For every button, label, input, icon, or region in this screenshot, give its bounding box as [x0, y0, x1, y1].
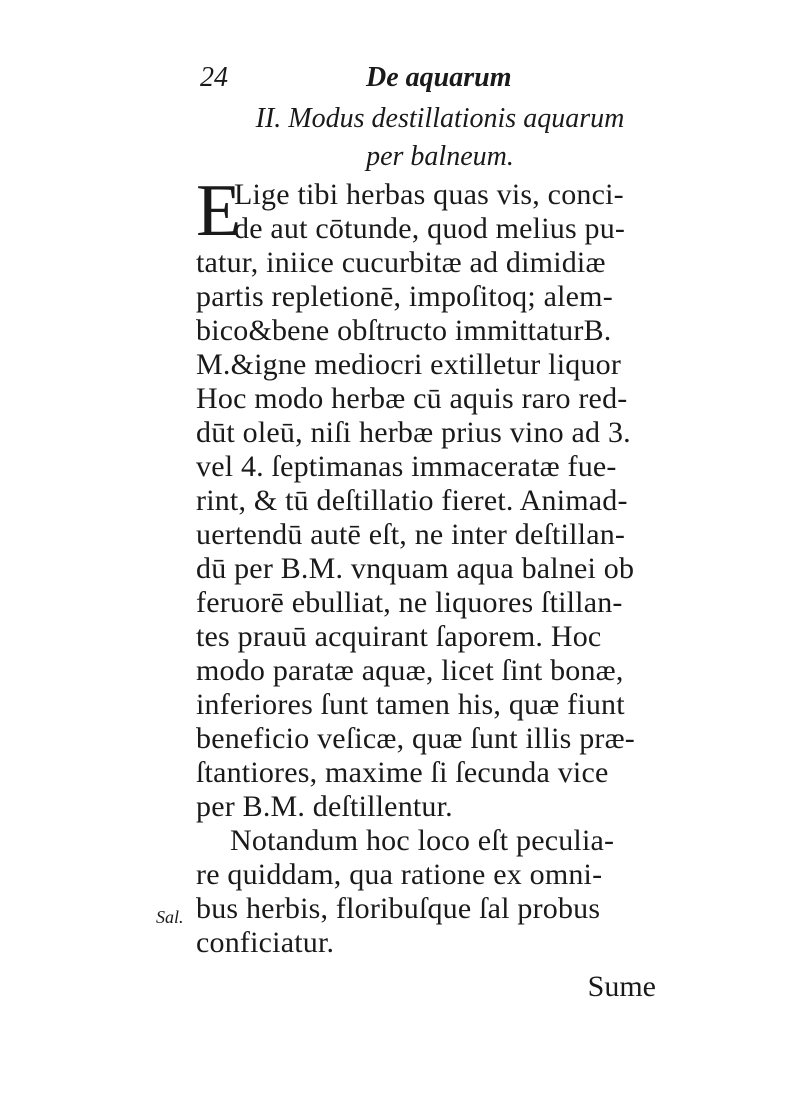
text-line: partis repletionē, impoſitoq; alem- [196, 280, 613, 313]
text-line: Hoc modo herbæ cū aquis raro red- [196, 382, 628, 415]
running-head [200, 60, 660, 100]
section-heading-line-1: II. Modus destillationis aquarum [255, 103, 625, 134]
text-line: E Lige tibi herbas quas vis, conci- [196, 170, 624, 252]
running-title: De aquarum [366, 62, 512, 93]
text-line: rint, & tū deſtillatio fieret. Animad- [196, 484, 628, 517]
text-line: tatur, iniice cucurbitæ ad dimidiæ [196, 246, 606, 279]
text-line: de aut cōtunde, quod melius pu- [234, 212, 626, 245]
drop-cap: E [196, 170, 242, 252]
page-number: 24 [200, 62, 228, 93]
text-line: conficiatur. [196, 926, 335, 959]
text-line: ſtantiores, maxime ſi ſecunda vice [196, 756, 609, 789]
text-line: feruorē ebulliat, ne liquores ſtillan- [196, 586, 623, 619]
catchword: Sume [587, 970, 656, 1003]
text-line: M.&igne mediocri extilletur liquor [196, 348, 622, 381]
text-line: Notandum hoc loco eſt peculia- [230, 824, 615, 857]
body-text [196, 170, 666, 960]
text-line: tes prauū acquirant ſaporem. Hoc [196, 620, 602, 653]
text-line: inferiores ſunt tamen his, quæ fiunt [196, 688, 625, 721]
text-line: modo paratæ aquæ, licet ſint bonæ, [196, 654, 624, 687]
text-line: per B.M. deſtillentur. [196, 790, 453, 823]
text-line: bico&bene obſtructo immittaturB. [196, 314, 612, 347]
text-line: dū per B.M. vnquam aqua balnei ob [196, 552, 635, 585]
text-line: re quiddam, qua ratione ex omni- [196, 858, 603, 891]
text-line: bus herbis, floribuſque ſal probus [196, 892, 601, 925]
text-line: vel 4. ſeptimanas immaceratæ fue- [196, 450, 617, 483]
section-heading-line-2: per balneum. [366, 141, 514, 172]
margin-note: Sal. [156, 907, 184, 927]
text-line: beneficio veſicæ, quæ ſunt illis præ- [196, 722, 636, 755]
section-heading [200, 100, 680, 176]
text-line: dūt oleū, niſi herbæ prius vino ad 3. [196, 416, 631, 449]
text-line: uertendū autē eſt, ne inter deſtillan- [196, 518, 626, 551]
